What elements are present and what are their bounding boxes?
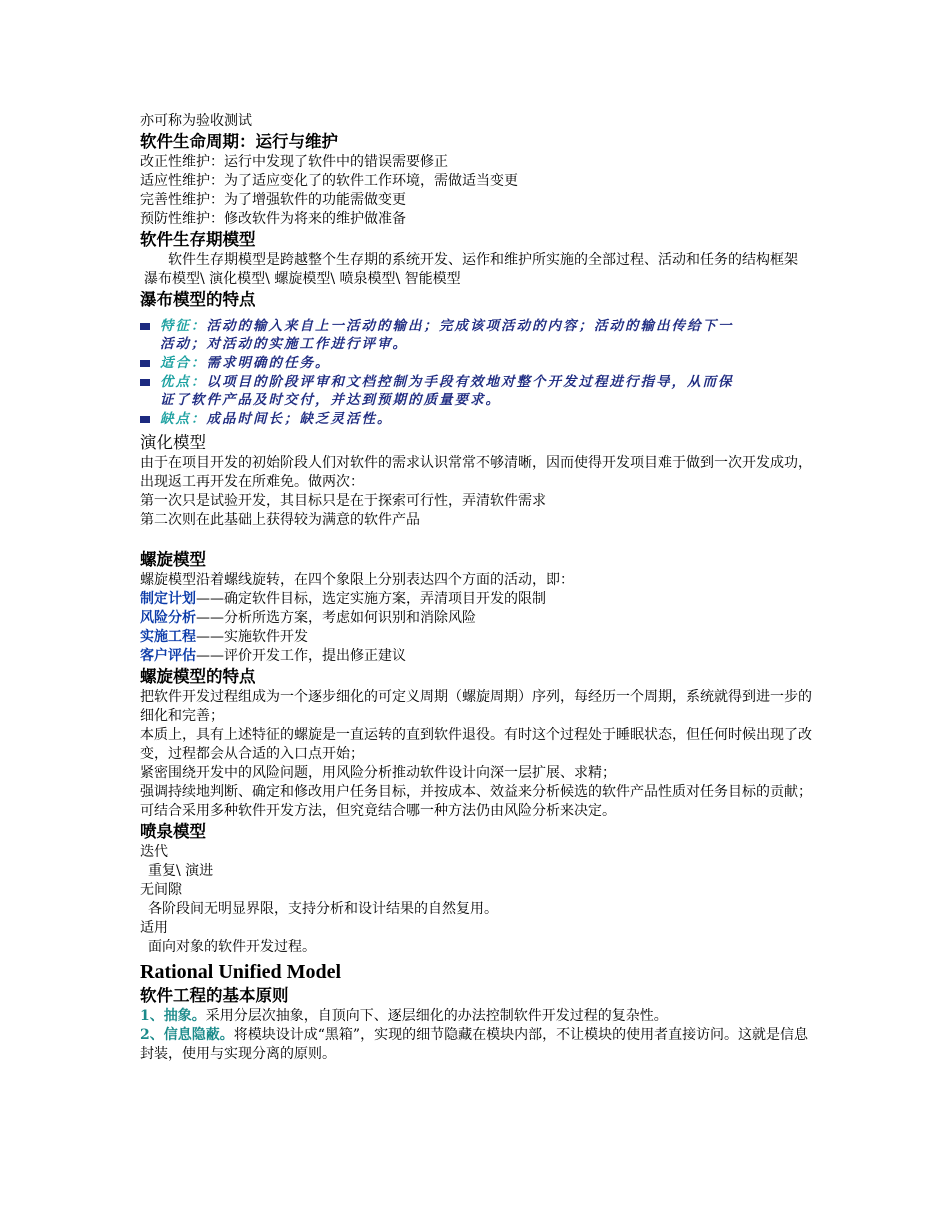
evolution-text: 由于在项目开发的初始阶段人们对软件的需求认识常常不够清晰，因而使得开发项目难于做到一次开发成功，出现返工再开发在所难免。做两次： (140, 455, 812, 490)
spiral-term: 制定计划 (140, 591, 196, 607)
heading-principles: 软件工程的基本原则 (140, 987, 289, 1005)
slide-bullet-text: 以项目的阶段评审和文档控制为手段有效地对整个开发过程进行指导，从而保证了软件产品及时交付，并达到预期的质量要求。 (160, 374, 734, 408)
heading-spiral: 螺旋模型 (140, 551, 206, 569)
fountain-line: 适用 (140, 920, 168, 936)
document-body (140, 112, 812, 1064)
models-list: 瀑布模型\ 演化模型\ 螺旋模型\ 喷泉模型\ 智能模型 (144, 271, 461, 287)
slide-bullet-text: 成品时间长；缺乏灵活性。 (206, 411, 393, 427)
slide-bullet (140, 373, 740, 409)
fountain-line: 重复\ 演进 (148, 863, 214, 879)
text-line: 亦可称为验收测试 (140, 113, 252, 129)
principle-text: 采用分层次抽象，自顶向下、逐层细化的办法控制软件开发过程的复杂性。 (205, 1008, 668, 1024)
slide-bullet-label: 优点： (160, 374, 207, 390)
heading-spiral-features: 螺旋模型的特点 (140, 668, 256, 686)
spiral-desc: ——实施软件开发 (196, 629, 308, 645)
maintenance-preventive: 预防性维护：修改软件为将来的维护做准备 (140, 211, 406, 227)
slide-bullet-text: 活动的输入来自上一活动的输出；完成该项活动的内容；活动的输出传给下一活动；对活动的实施工作进行评审。 (160, 318, 734, 352)
principle-term: 2、信息隐蔽。 (140, 1027, 234, 1043)
spiral-desc: ——确定软件目标，选定实施方案，弄清项目开发的限制 (196, 591, 546, 607)
slide-bullet-label: 缺点： (160, 411, 207, 427)
spiral-feature: 本质上，具有上述特征的螺旋是一直运转的直到软件退役。有时这个过程处于睡眠状态，但任何时候出现了改变，过程都会从合适的入口点开始； (140, 727, 812, 762)
heading-evolution: 演化模型 (140, 434, 206, 452)
slide-bullet (140, 317, 740, 353)
waterfall-slide-image (140, 317, 740, 428)
heading-lifecycle-models: 软件生存期模型 (140, 231, 256, 249)
spiral-term: 风险分析 (140, 610, 196, 626)
principle-text: 将模块设计成“黑箱”，实现的细节隐藏在模块内部，不让模块的使用者直接访问。这就是信息封装，使用与实现分离的原则。 (140, 1027, 809, 1062)
fountain-line: 无间隙 (140, 882, 182, 898)
spiral-item (140, 590, 812, 609)
slide-bullet (140, 354, 740, 372)
bullet-square-icon (140, 323, 150, 330)
bullet-square-icon (140, 379, 150, 386)
evolution-first: 第一次只是试验开发，其目标只是在于探索可行性，弄清软件需求 (140, 493, 546, 509)
spiral-desc: ——评价开发工作，提出修正建议 (196, 648, 406, 664)
heading-waterfall: 瀑布模型的特点 (140, 291, 256, 309)
spiral-item (140, 628, 812, 647)
slide-bullet (140, 410, 740, 428)
spiral-desc: ——分析所选方案，考虑如何识别和消除风险 (196, 610, 476, 626)
bullet-square-icon (140, 360, 150, 367)
heading-fountain: 喷泉模型 (140, 823, 206, 841)
evolution-second: 第二次则在此基础上获得较为满意的软件产品 (140, 512, 420, 528)
principle-term: 1、抽象。 (140, 1008, 206, 1024)
maintenance-corrective: 改正性维护：运行中发现了软件中的错误需要修正 (140, 154, 448, 170)
bullet-square-icon (140, 416, 150, 423)
spacer (140, 530, 812, 549)
models-description: 软件生存期模型是跨越整个生存期的系统开发、运作和维护所实施的全部过程、活动和任务的结构框架 (168, 252, 798, 268)
slide-bullet-text: 需求明确的任务。 (206, 355, 331, 371)
heading-rational: Rational Unified Model (140, 961, 342, 983)
slide-bullet-label: 适合： (160, 355, 207, 371)
spiral-feature: 紧密围绕开发中的风险问题，用风险分析推动软件设计向深一层扩展、求精； (140, 765, 616, 781)
fountain-line: 迭代 (140, 844, 168, 860)
maintenance-perfective: 完善性维护：为了增强软件的功能需做变更 (140, 192, 406, 208)
principle-item (140, 1026, 812, 1064)
spiral-feature: 把软件开发过程组成为一个逐步细化的可定义周期（螺旋周期）序列，每经历一个周期，系统就得到进一步的细化和完善； (140, 689, 812, 724)
principle-item (140, 1007, 812, 1026)
spiral-text: 螺旋模型沿着螺线旋转，在四个象限上分别表达四个方面的活动，即： (140, 572, 574, 588)
spiral-term: 实施工程 (140, 629, 196, 645)
spiral-term: 客户评估 (140, 648, 196, 664)
maintenance-adaptive: 适应性维护：为了适应变化了的软件工作环境，需做适当变更 (140, 173, 518, 189)
fountain-line: 面向对象的软件开发过程。 (148, 939, 316, 955)
spiral-feature: 可结合采用多种软件开发方法，但究竟结合哪一种方法仍由风险分析来决定。 (140, 803, 616, 819)
slide-bullet-label: 特征： (160, 318, 207, 334)
spiral-feature: 强调持续地判断、确定和修改用户任务目标，并按成本、效益来分析候选的软件产品性质对任务目标的贡献； (140, 784, 812, 800)
spiral-item (140, 609, 812, 628)
heading-lifecycle: 软件生命周期：运行与维护 (140, 133, 338, 151)
fountain-line: 各阶段间无明显界限，支持分析和设计结果的自然复用。 (148, 901, 498, 917)
spiral-item (140, 647, 812, 666)
